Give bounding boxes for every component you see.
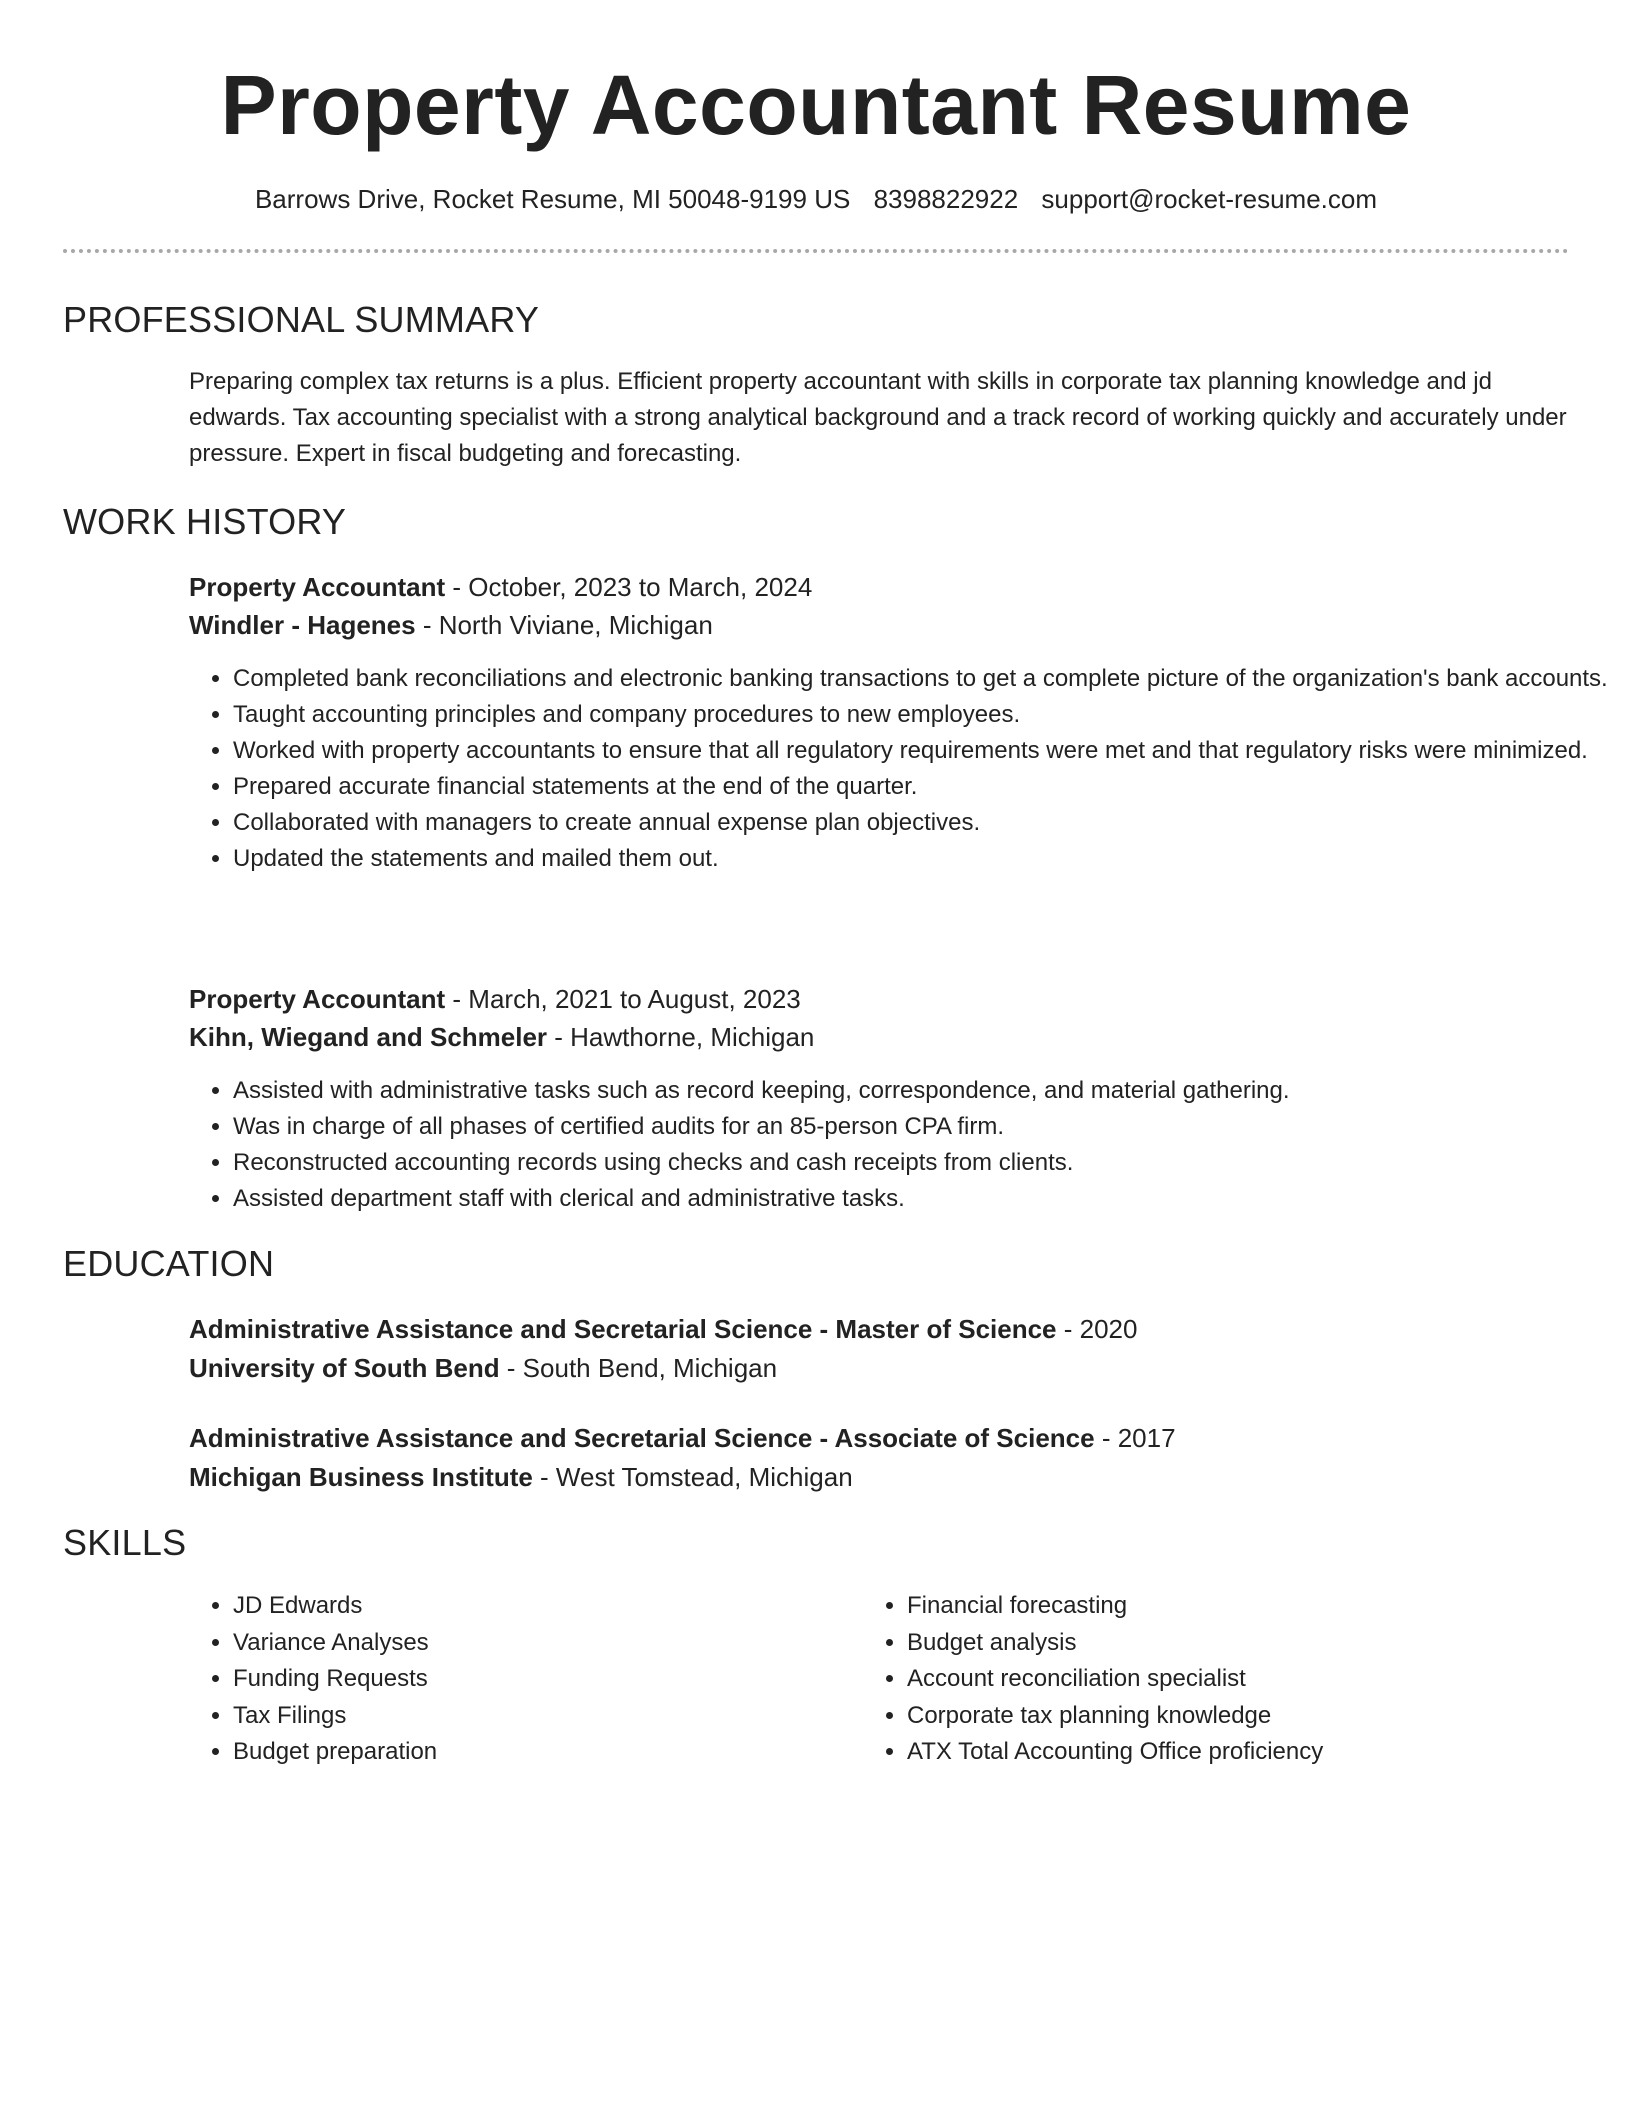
education-degree-line (189, 1419, 1176, 1457)
education-school: Michigan Business Institute (189, 1462, 533, 1492)
job-location: - North Viviane, Michigan (415, 610, 713, 640)
list-item: • Collaborated with managers to create annual expense plan objectives. (233, 805, 1613, 841)
education-year: - 2020 (1056, 1314, 1138, 1344)
skill-item: • Account reconciliation specialist (907, 1661, 1507, 1698)
education-degree-line (189, 1310, 1137, 1348)
education-degree: Administrative Assistance and Secretarial Science - Master of Science (189, 1314, 1057, 1344)
summary-text: Preparing complex tax returns is a plus. Efficient property accountant with skills in corporate tax planning knowledge and jd edwards. Tax accounting specialist with a strong analytical background and a track record of working quickly and accurately under pressure. Expert in fiscal budgeting and forecasting. (189, 368, 1567, 467)
list-item: • Completed bank reconciliations and electronic banking transactions to get a complete picture of the organization's bank accounts. (233, 661, 1613, 697)
job-dates: - October, 2023 to March, 2024 (445, 572, 813, 602)
education-year: - 2017 (1094, 1423, 1176, 1453)
list-item: • Was in charge of all phases of certified audits for an 85-person CPA firm. (233, 1109, 1613, 1145)
list-item: • Assisted department staff with clerical and administrative tasks. (233, 1181, 1613, 1217)
header-divider (63, 249, 1569, 253)
list-item: • Assisted with administrative tasks such as record keeping, correspondence, and material gathering. (233, 1073, 1613, 1109)
skill-item: • Corporate tax planning knowledge (907, 1698, 1507, 1735)
contact-address: Barrows Drive, Rocket Resume, MI 50048-9199 US (254, 184, 851, 214)
skill-item: • Funding Requests (233, 1661, 833, 1698)
job-company: Windler - Hagenes (189, 610, 416, 640)
job-company: Kihn, Wiegand and Schmeler (189, 1022, 548, 1052)
education-school: University of South Bend (189, 1353, 500, 1383)
job-bullets (189, 661, 1613, 877)
job-bullets (189, 1073, 1613, 1217)
skill-item: • Budget analysis (907, 1625, 1507, 1662)
work-history-heading: WORK HISTORY (63, 501, 347, 542)
job-company-line (189, 1018, 814, 1056)
education-heading: EDUCATION (63, 1243, 275, 1284)
job-location: - Hawthorne, Michigan (547, 1022, 815, 1052)
contact-line (0, 181, 1632, 217)
skills-list-right (863, 1588, 1507, 1771)
education-location: - West Tomstead, Michigan (532, 1462, 853, 1492)
contact-email: support@rocket-resume.com (1041, 184, 1378, 214)
skill-item: • Financial forecasting (907, 1588, 1507, 1625)
resume-title: Property Accountant Resume (220, 58, 1412, 152)
education-location: - South Bend, Michigan (499, 1353, 778, 1383)
summary-heading: PROFESSIONAL SUMMARY (63, 299, 540, 340)
skills-list-left (189, 1588, 833, 1771)
list-item: • Reconstructed accounting records using checks and cash receipts from clients. (233, 1145, 1613, 1181)
contact-phone: 8398822922 (873, 184, 1019, 214)
skill-item: • Variance Analyses (233, 1625, 833, 1662)
job-title: Property Accountant (189, 984, 446, 1014)
job-title: Property Accountant (189, 572, 446, 602)
education-school-line (189, 1349, 777, 1387)
skill-item: • Tax Filings (233, 1698, 833, 1735)
job-dates: - March, 2021 to August, 2023 (445, 984, 801, 1014)
skill-item: • ATX Total Accounting Office proficiency (907, 1734, 1507, 1771)
job-company-line (189, 606, 713, 644)
education-school-line (189, 1458, 853, 1496)
skill-item: • JD Edwards (233, 1588, 833, 1625)
list-item: • Worked with property accountants to ensure that all regulatory requirements were met and that regulatory risks were minimized. (233, 733, 1613, 769)
skills-heading: SKILLS (63, 1522, 187, 1563)
skill-item: • Budget preparation (233, 1734, 833, 1771)
education-degree: Administrative Assistance and Secretarial Science - Associate of Science (189, 1423, 1095, 1453)
list-item: • Taught accounting principles and company procedures to new employees. (233, 697, 1613, 733)
job-title-line (189, 980, 801, 1018)
list-item: • Prepared accurate financial statements at the end of the quarter. (233, 769, 1613, 805)
list-item: • Updated the statements and mailed them out. (233, 841, 1613, 877)
job-title-line (189, 568, 812, 606)
